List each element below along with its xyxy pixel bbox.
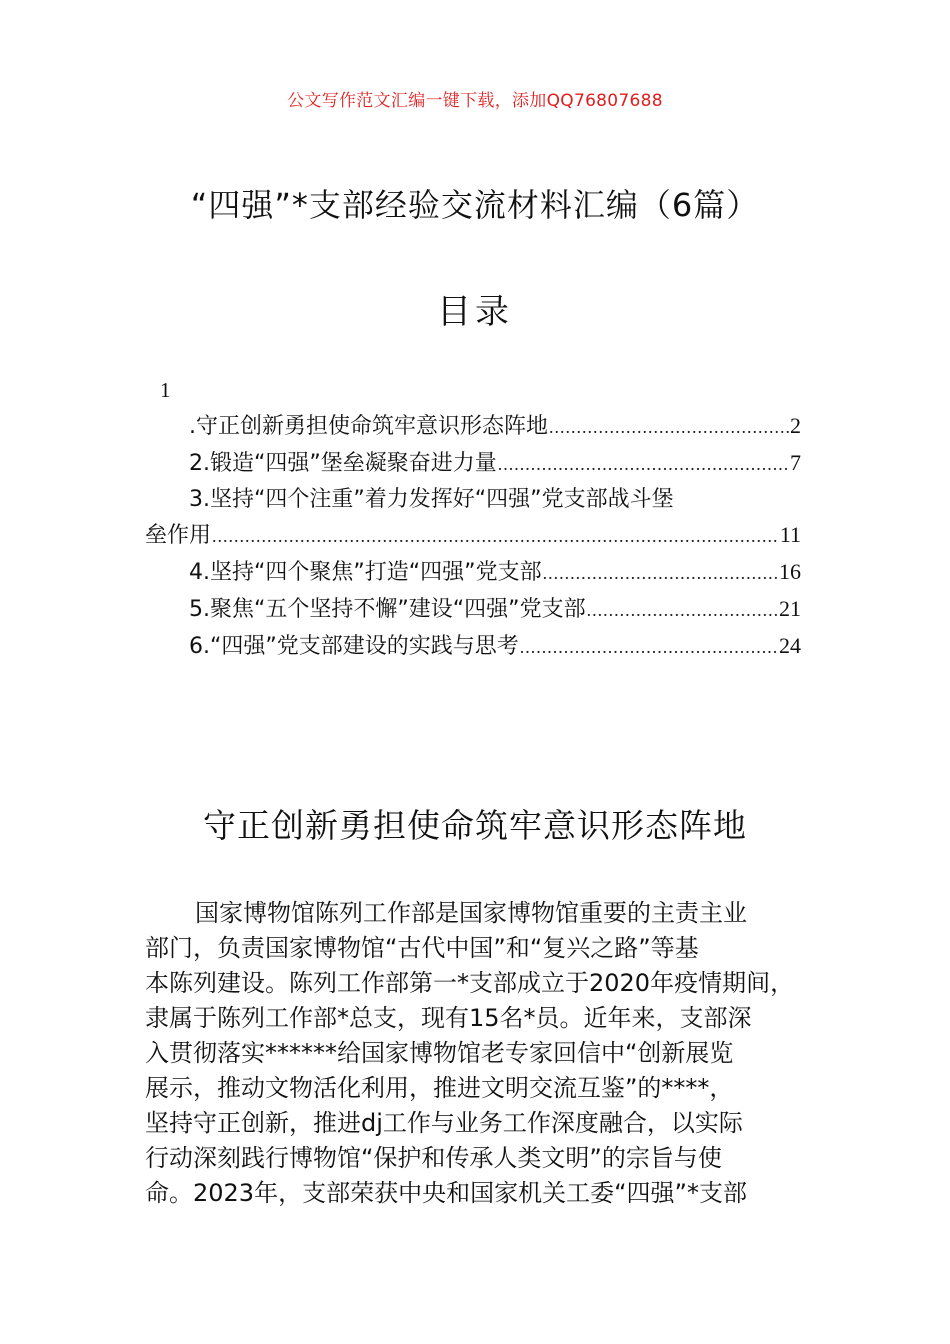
body-line: 本陈列建设。陈列工作部第一*支部成立于2020年疫情期间， xyxy=(145,969,795,997)
article-body xyxy=(145,896,805,1211)
toc-entry[interactable] xyxy=(145,408,801,445)
toc-entry-label: 3.坚持“四个注重”着力发挥好“四强”党支部战斗堡 xyxy=(189,487,674,512)
body-line: 国家博物馆陈列工作部是国家博物馆重要的主责主业 xyxy=(195,899,747,927)
toc-entry-label: 5.聚焦“五个坚持不懈”建设“四强”党支部 xyxy=(189,597,586,622)
body-line: 命。2023年，支部荣获中央和国家机关工委“四强”*支部 xyxy=(145,1179,747,1207)
body-line: 隶属于陈列工作部*总支，现有15名*员。近年来，支部深 xyxy=(145,1004,752,1032)
toc-entry-label: 4.坚持“四个聚焦”打造“四强”党支部 xyxy=(189,560,542,585)
body-line: 部门，负责国家博物馆“古代中国”和“复兴之路”等基 xyxy=(145,934,699,962)
toc-entry-label: 2.锻造“四强”堡垒凝聚奋进力量 xyxy=(189,451,497,476)
toc-entry-label: 6.“四强”党支部建设的实践与思考 xyxy=(189,634,519,659)
document-title: “四强”*支部经验交流材料汇编（6篇） xyxy=(190,186,760,224)
toc-entry-page: 24 xyxy=(779,633,801,658)
toc-entry-page: 2 xyxy=(790,413,801,438)
download-banner[interactable]: 公文写作范文汇编一键下载，添加QQ76807688 xyxy=(287,91,663,111)
toc-entry-page: 16 xyxy=(779,559,801,584)
toc-entry-label: .守正创新勇担使命筑牢意识形态阵地 xyxy=(189,414,548,439)
toc-entry[interactable] xyxy=(145,554,801,591)
body-line: 坚持守正创新，推进dj工作与业务工作深度融合，以实际 xyxy=(145,1109,743,1137)
body-line: 入贯彻落实******给国家博物馆老专家回信中“创新展览 xyxy=(145,1039,734,1067)
toc-entry[interactable] xyxy=(145,445,801,482)
toc-entry[interactable] xyxy=(145,591,801,628)
body-line: 行动深刻践行博物馆“保护和传承人类文明”的宗旨与使 xyxy=(145,1144,722,1172)
toc-entry[interactable] xyxy=(145,628,801,665)
toc-leader xyxy=(212,519,779,554)
toc-leader xyxy=(498,447,789,482)
toc-leading-number: 1 xyxy=(160,378,171,402)
article-title: 守正创新勇担使命筑牢意识形态阵地 xyxy=(203,806,747,845)
body-line: 展示，推动文物活化利用，推进文明交流互鉴”的****， xyxy=(145,1074,734,1102)
table-of-contents xyxy=(145,408,801,665)
toc-entry-page: 7 xyxy=(790,450,801,475)
toc-entry-page: 11 xyxy=(779,522,801,547)
toc-heading: 目录 xyxy=(437,292,513,332)
toc-entry-continuation[interactable] xyxy=(145,517,801,554)
toc-leader xyxy=(587,593,778,628)
toc-leader xyxy=(543,556,778,591)
toc-entry-page: 21 xyxy=(779,596,801,621)
toc-entry[interactable] xyxy=(145,482,801,517)
toc-leader xyxy=(520,630,778,665)
toc-entry-label: 垒作用 xyxy=(145,523,212,548)
toc-leader xyxy=(549,410,789,445)
